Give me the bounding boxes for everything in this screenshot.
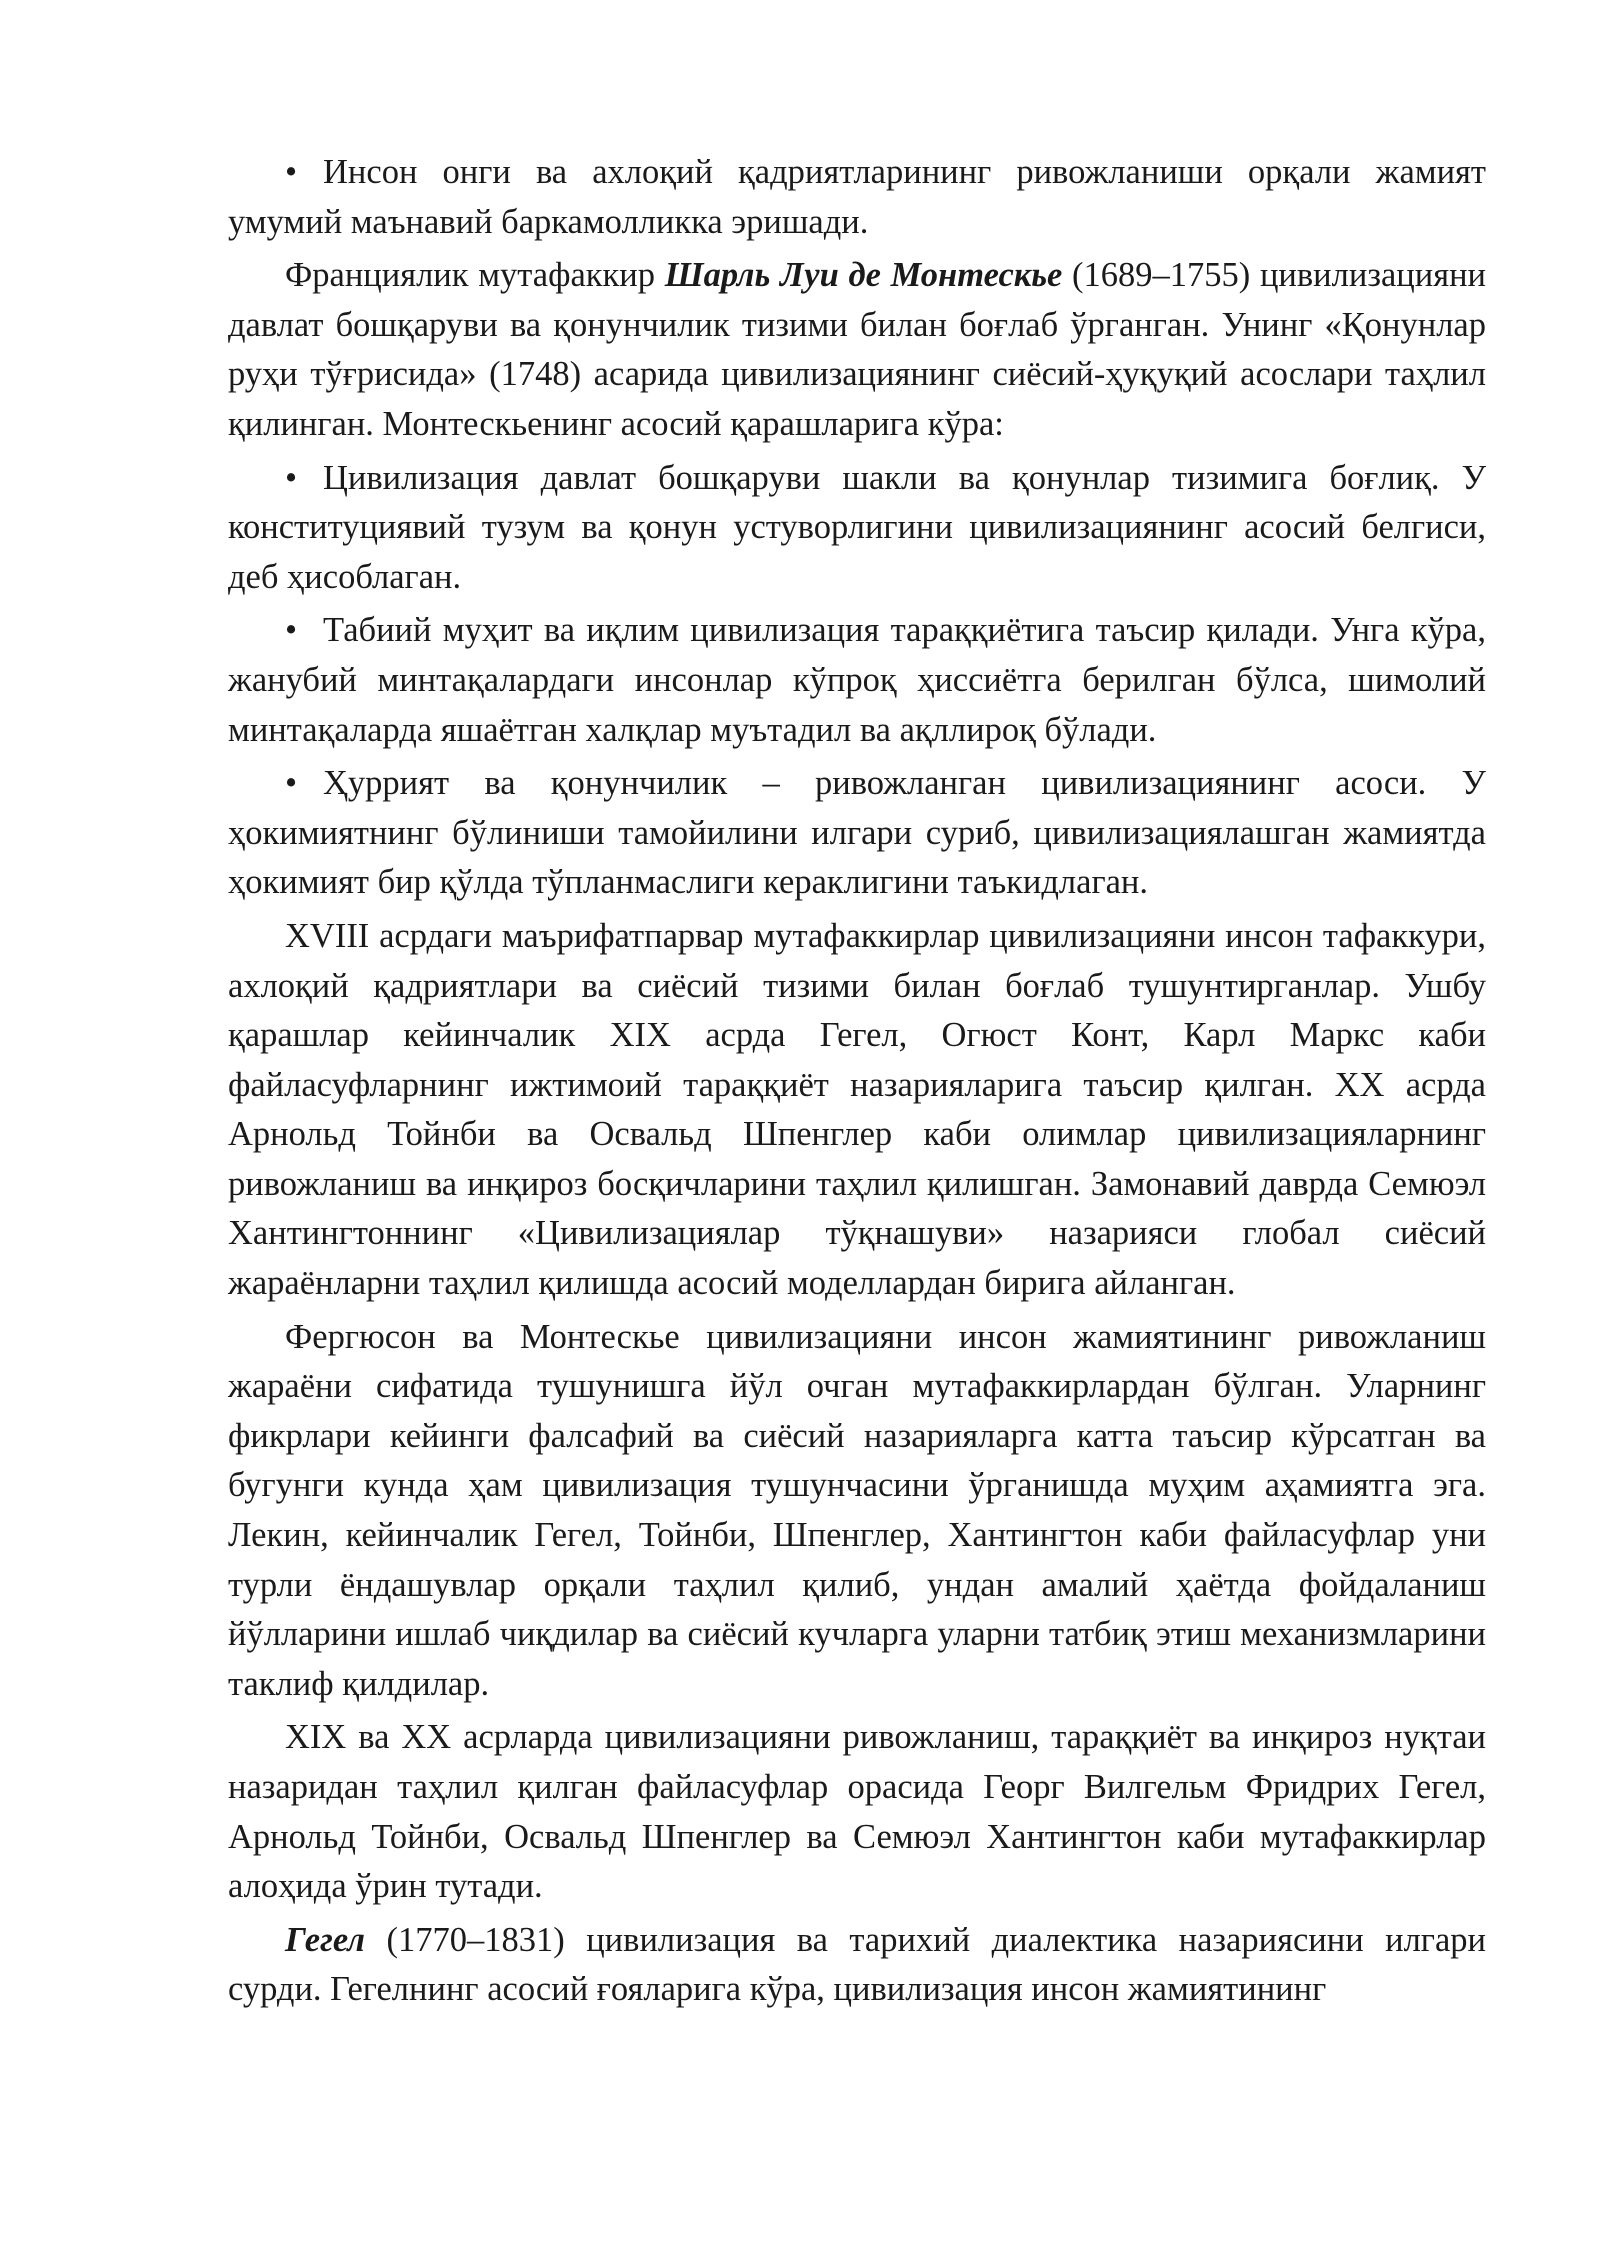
paragraph-text: (1689–1755) цивилизацияни давлат бошқаруви ва қонунчилик тизими билан боғлаб ўрганган. Унинг «Қонунлар руҳи тўғрисида» (1748) асарида цивилизациянинг сиёсий-ҳуқуқий асослари таҳлил қилинган. Монтескьенинг асосий қарашларига кўра: — [228, 256, 1486, 443]
bullet-dot-icon: • — [285, 153, 298, 191]
bullet-text: Ҳуррият ва қонунчилик – ривожланган цивилизациянинг асоси. У ҳокимиятнинг бўлиниши тамойилини илгари суриб, цивилизациялашган жамиятда ҳокимият бир қўлда тўпланмаслиги кераклигини таъкидлаган. — [228, 764, 1486, 902]
paragraph — [228, 1713, 1486, 1911]
paragraph-text: Фергюсон ва Монтескье цивилизацияни инсон жамиятининг ривожланиш жараёни сифатида тушунишга йўл очган мутафаккирлардан бўлган. Уларнинг фикрлари кейинги фалсафий ва сиёсий назарияларга катта таъсир кўрсатган ва бугунги кунда ҳам цивилизация тушунчасини ўрганишда муҳим аҳамиятга эга. Лекин, кейинчалик Гегел, Тойнби, Шпенглер, Хантингтон каби файласуфлар уни турли ёндашувлар орқали таҳлил қилиб, ундан амалий ҳаётда фойдаланиш йўлларини ишлаб чиқдилар ва сиёсий кучларга уларни татбиқ этиш механизмларини таклиф қилдилар. — [228, 1317, 1486, 1703]
bullet-text: Цивилизация давлат бошқаруви шакли ва қонунлар тизимига боғлиқ. У конституциявий тузум ва қонун устуворлигини цивилизациянинг асосий белгиси, деб ҳисоблаган. — [228, 458, 1486, 596]
bullet-dot-icon: • — [285, 458, 298, 497]
bullet-dot-icon: • — [285, 611, 298, 650]
paragraph-text: XIX ва XX асрларда цивилизацияни ривожланиш, тараққиёт ва инқироз нуқтаи назаридан таҳлил қилган файласуфлар орасида Георг Вилгельм Фридрих Гегел, Арнольд Тойнби, Освальд Шпенглер ва Семюэл Хантингтон каби мутафаккирлар алоҳида ўрин тутади. — [228, 1718, 1486, 1906]
person-name-emphasis: Шарль Луи де Монтескье — [664, 256, 1063, 295]
paragraph — [228, 1313, 1486, 1710]
document-page — [228, 148, 1486, 2015]
bullet-item — [228, 454, 1486, 603]
bullet-dot-icon: • — [285, 764, 298, 803]
bullet-text: Табиий муҳит ва иқлим цивилизация тараққиётига таъсир қилади. Унга кўра, жанубий минтақалардаги инсонлар кўпроқ ҳиссиётга берилган бўлса, шимолий минтақаларда яшаётган халқлар муътадил ва ақллироқ бўлади. — [228, 611, 1486, 749]
bullet-item — [228, 606, 1486, 755]
paragraph-text: (1770–1831) цивилизация ва тарихий диалектика назариясини илгари сурди. Гегелнинг асосий ғояларига кўра, цивилизация инсон жамиятининг — [228, 1920, 1486, 2009]
paragraph — [228, 912, 1486, 1309]
paragraph — [228, 1916, 1486, 2015]
paragraph-text: Франциялик мутафаккир — [285, 256, 665, 295]
bullet-text: Инсон онги ва ахлоқий қадриятларининг ривожланиши орқали жамият умумий маънавий баркамолликка эришади. — [228, 153, 1486, 241]
paragraph — [228, 251, 1486, 449]
bullet-item — [228, 759, 1486, 908]
paragraph-text: XVIII асрдаги маърифатпарвар мутафаккирлар цивилизацияни инсон тафаккури, ахлоқий қадриятлари ва сиёсий тизими билан боғлаб тушунтирганлар. Ушбу қарашлар кейинчалик XIX асрда Гегел, Огюст Конт, Карл Маркс каби файласуфларнинг ижтимоий тараққиёт назарияларига таъсир қилган. XX асрда Арнольд Тойнби ва Освальд Шпенглер каби олимлар цивилизацияларнинг ривожланиш ва инқироз босқичларини таҳлил қилишган. Замонавий даврда Семюэл Хантингтоннинг «Цивилизациялар тўқнашуви» назарияси глобал сиёсий жараёнларни таҳлил қилишда асосий моделлардан бирига айланган. — [228, 916, 1486, 1303]
bullet-item — [228, 148, 1486, 247]
person-name-emphasis: Гегел — [285, 1920, 366, 1959]
